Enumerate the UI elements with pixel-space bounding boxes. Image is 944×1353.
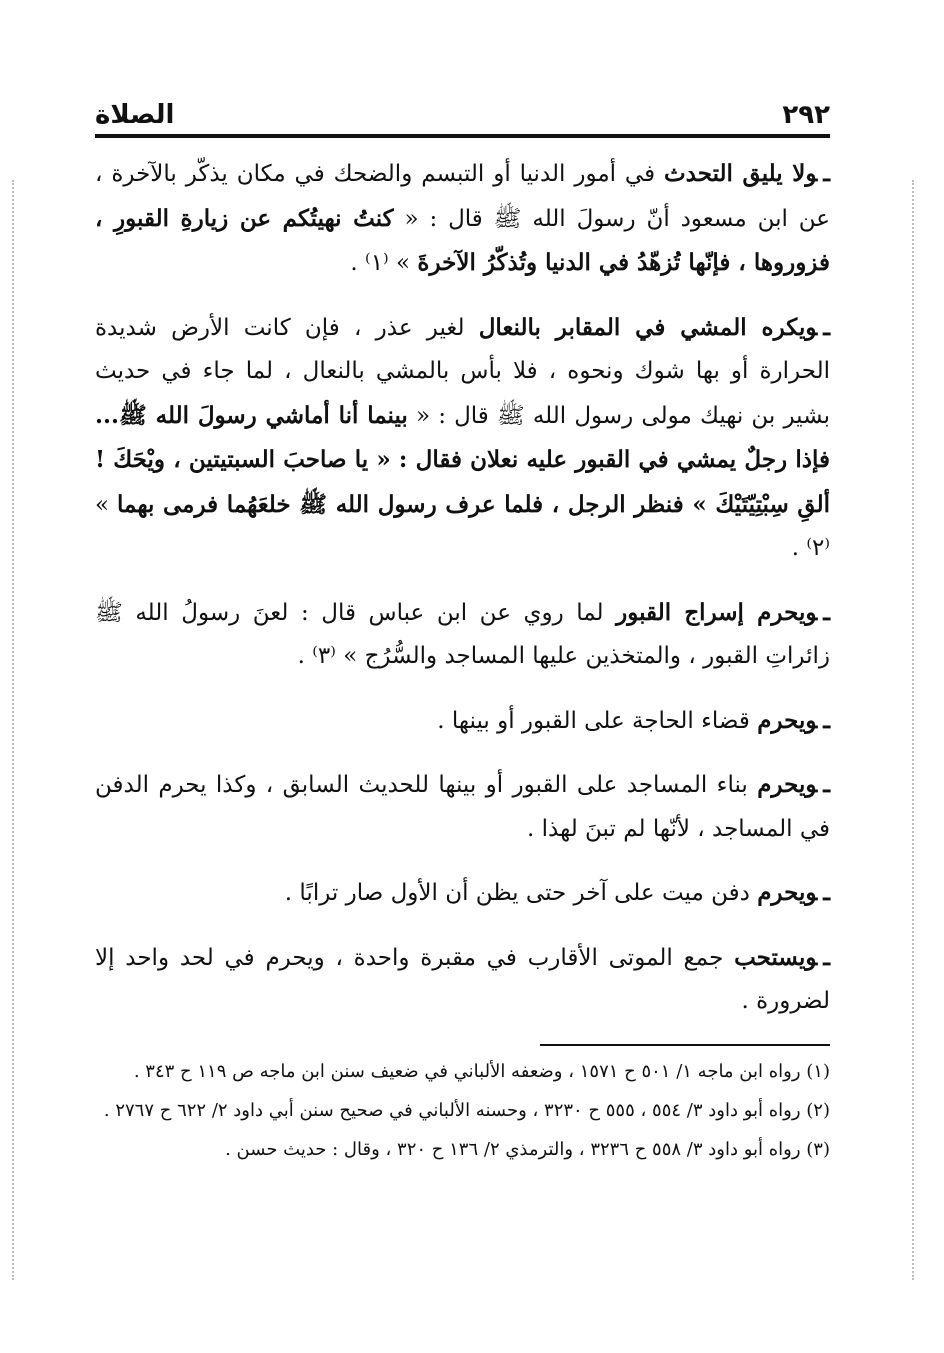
paragraph-text: جمع الموتى الأقارب في مقبرة واحدة ، ويحرم في لحد واحد إلا لضرورة . <box>95 944 830 1014</box>
paragraph-lead: ويحرم <box>757 706 818 734</box>
paragraph-text: لما روي عن ابن عباس قال : لعنَ رسولُ الله ﷺ زائراتِ القبور ، والمتخذين عليها المساجد والسُّرُج » ⁽٣⁾ . <box>95 599 830 669</box>
paragraph-dash: ـ <box>823 879 830 906</box>
paragraph-dash: ـ <box>823 706 830 734</box>
paragraph-dash: ـ <box>823 160 830 187</box>
book-page <box>95 78 830 1173</box>
paragraph-dash: ـ <box>823 771 830 798</box>
paragraph-lead: ولا يليق التحدث <box>664 160 818 187</box>
paragraph-lead: ويحرم إسراج القبور <box>616 598 818 626</box>
paragraph-relatives-burial <box>95 936 830 1024</box>
paragraph-text-end: » ⁽٢⁾ . <box>95 491 830 561</box>
footnote-separator <box>540 1044 830 1046</box>
margin-dots-right <box>912 180 918 1280</box>
footnote-2: (٢) رواه أبو داود ٣/ ٥٥٤ ، ٥٥٥ ح ٣٢٣٠ ، وحسنه الألباني في صحيح سنن أبي داود ٢/ ٦٢٢ ح ٢٧٦٧ . <box>103 1099 830 1121</box>
paragraph-text: قضاء الحاجة على القبور أو بينها . <box>437 707 758 734</box>
page-header <box>95 78 830 130</box>
running-title: الصلاة <box>95 100 175 130</box>
paragraph-lighting-graves <box>95 591 830 679</box>
paragraph-sandals-in-graveyard <box>95 306 830 571</box>
paragraph-lead: ويحرم <box>757 771 818 798</box>
footnote-1: (١) رواه ابن ماجه ١/ ٥٠١ ح ١٥٧١ ، وضعفه الألباني في ضعيف سنن ابن ماجه ص ١١٩ ح ٣٤٣ . <box>133 1060 830 1082</box>
paragraph-lead: ويكره المشي في المقابر بالنعال <box>478 313 818 341</box>
footnote-3: (٣) رواه أبو داود ٣/ ٥٥٨ ح ٣٢٣٦ ، والترمذي ٢/ ١٣٦ ح ٣٢٠ ، وقال : حديث حسن . <box>225 1138 830 1160</box>
paragraph-mosques-on-graves <box>95 763 830 851</box>
hadith-text: كنتُ نهيتُكم عن زيارةِ القبورِ ، فزوروها ، فإنّها تُزهّدُ في الدنيا وتُذكّرُ الآخرةَ <box>95 204 830 276</box>
paragraph-dash: ـ <box>823 313 830 341</box>
paragraph-talking-at-graves <box>95 152 830 286</box>
paragraph-lead: ويستحب <box>734 943 818 971</box>
paragraph-dash: ـ <box>823 943 830 971</box>
paragraph-dash: ـ <box>823 598 830 626</box>
header-rule <box>95 134 830 138</box>
paragraph-text: بناء المساجد على القبور أو بينها للحديث السابق ، وكذا يحرم الدفن في المساجد ، لأنّها لم تبنَ لهذا . <box>95 772 830 842</box>
margin-dots-left <box>12 180 18 1280</box>
paragraph-text: لغير عذر ، فإن كانت الأرض شديدة الحرارة أو بها شوك ونحوه ، فلا بأس بالمشي بالنعال ، لما جاء في حديث بشير بن نهيك مولى رسول الله ﷺ قال : « <box>95 314 831 429</box>
hadith-text: بينما أنا أماشي رسولَ الله ﷺ... فإذا رجلٌ يمشي في القبور عليه نعلان فقال : « يا صاحبَ السبتيتين ، ويْحَكَ ! ألقِ سِبْتِيّتَيْكَ » فنظر الرجل ، فلما عرف رسول الله ﷺ خلعَهُما فرمى بهما <box>95 401 830 518</box>
paragraph-lead: ويحرم <box>757 879 818 906</box>
paragraph-burial-over-another <box>95 871 830 916</box>
paragraph-relieving-on-graves <box>95 699 830 744</box>
page-number: ٢٩٢ <box>782 100 830 130</box>
paragraph-text: دفن ميت على آخر حتى يظن أن الأول صار ترابًا . <box>284 880 758 906</box>
paragraph-text-end: » ⁽١⁾ . <box>350 250 418 276</box>
paragraph-text: في أمور الدنيا أو التبسم والضحك في مكان يذكّر بالآخرة ، عن ابن مسعود أنّ رسولَ الله ﷺ قال : « <box>95 161 830 232</box>
